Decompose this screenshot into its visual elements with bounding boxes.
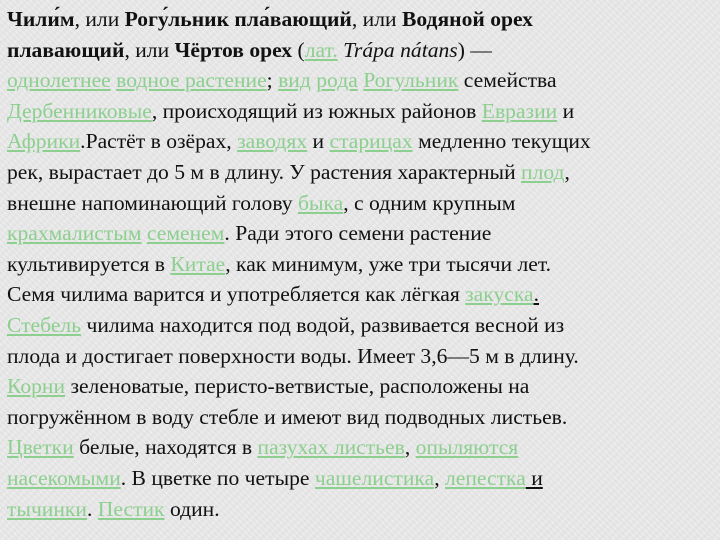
link-zavodyah[interactable]: заводях xyxy=(237,129,308,154)
text: , с одним крупным xyxy=(343,190,516,215)
text: , происходящий из южных районов xyxy=(151,98,482,123)
text: , как минимум, уже три тысячи лет. xyxy=(225,251,552,276)
text: ( xyxy=(292,37,305,62)
text-line xyxy=(7,371,715,402)
link-byka[interactable]: быка xyxy=(298,190,344,215)
link-lepestka[interactable]: лепестка xyxy=(444,465,526,490)
text-line xyxy=(7,35,715,66)
link-pestik[interactable]: Пестик xyxy=(97,496,165,521)
link-staritsah[interactable]: старицах xyxy=(329,129,413,154)
text-line xyxy=(7,341,715,372)
text: медленно текущих xyxy=(412,129,591,154)
text: ; xyxy=(266,68,279,93)
latin-name: Trápa nátans xyxy=(343,37,458,62)
link-opylyayutsya[interactable]: опыляются xyxy=(415,435,519,460)
text-line xyxy=(7,249,715,280)
link-kitae[interactable]: Китае xyxy=(170,251,226,276)
text-line xyxy=(7,402,715,433)
article-text xyxy=(7,4,715,524)
link-vid[interactable]: вид xyxy=(278,68,311,93)
text-line xyxy=(7,126,715,157)
link-rogulnik[interactable]: Рогульник xyxy=(363,68,459,93)
text-line xyxy=(7,157,715,188)
text: , xyxy=(404,435,416,460)
text-line xyxy=(7,279,715,310)
text: и xyxy=(525,465,543,490)
link-zakuska[interactable]: закуска xyxy=(465,282,534,307)
text-line xyxy=(7,218,715,249)
link-derbennikovye[interactable]: Дербенниковые xyxy=(7,98,152,123)
text: и xyxy=(557,98,575,123)
text: , или xyxy=(124,37,175,62)
link-tychinki[interactable]: тычинки xyxy=(7,496,87,521)
link-stebel[interactable]: Стебель xyxy=(7,312,82,337)
text: Семя чилима варится и употребляется как лёгкая xyxy=(7,282,466,307)
text: и xyxy=(307,129,330,154)
link-korni[interactable]: Корни xyxy=(7,374,66,399)
text: внешне напоминающий голову xyxy=(7,190,298,215)
text: один. xyxy=(164,496,220,521)
link-lat[interactable]: лат. xyxy=(304,37,338,62)
text: белые, находятся в xyxy=(73,435,258,460)
link-krahmalistym[interactable]: крахмалистым xyxy=(7,221,142,246)
text-line xyxy=(7,463,715,494)
link-vodnoe-rastenie[interactable]: водное растение xyxy=(116,68,267,93)
text: . Ради этого семени растение xyxy=(224,221,492,246)
term-synonym: Водяной орех xyxy=(401,7,533,31)
link-tsvetki[interactable]: Цветки xyxy=(7,435,74,460)
link-roda[interactable]: рода xyxy=(316,68,358,93)
text: , или xyxy=(351,7,402,31)
link-semenem[interactable]: семенем xyxy=(146,221,225,246)
text-line xyxy=(7,310,715,341)
term-synonym: Рогу́льник пла́вающий xyxy=(124,7,352,31)
link-nasekomymi[interactable]: насекомыми xyxy=(7,465,121,490)
text-line xyxy=(7,65,715,96)
text: . В цветке по четыре xyxy=(120,465,315,490)
text: , xyxy=(564,159,570,184)
term-synonym: Чёртов орех xyxy=(174,37,293,62)
text: , или xyxy=(74,7,125,31)
text: чилима находится под водой, развивается весной из xyxy=(81,312,565,337)
text: культивируется в xyxy=(7,251,171,276)
text: рек, вырастает до 5 м в длину. У растения характерный xyxy=(7,159,522,184)
text: семейства xyxy=(458,68,557,93)
text: плода и достигает поверхности воды. Имеет 3,6—5 м в длину. xyxy=(7,343,579,368)
link-chashelistika[interactable]: чашелистика xyxy=(314,465,435,490)
text-line xyxy=(7,96,715,127)
link-plod[interactable]: плод xyxy=(521,159,565,184)
term-title: Чили́м xyxy=(7,7,75,31)
link-pazuhah-listev[interactable]: пазухах листьев xyxy=(257,435,405,460)
link-afriki[interactable]: Африки xyxy=(7,129,81,154)
link-odnoletnee[interactable]: однолетнее xyxy=(7,68,111,93)
text-line xyxy=(7,494,715,525)
text: , xyxy=(434,465,445,490)
text: погружённом в воду стебле и имеют вид подводных листьев. xyxy=(7,404,568,429)
text-line xyxy=(7,4,715,35)
link-evrazii[interactable]: Евразии xyxy=(481,98,558,123)
term-synonym: плавающий xyxy=(7,37,125,62)
text: зеленоватые, перисто-ветвистые, расположены на xyxy=(65,374,530,399)
text-line xyxy=(7,432,715,463)
text: . xyxy=(86,496,98,521)
text: .Растёт в озёрах, xyxy=(80,129,238,154)
text: ) — xyxy=(457,37,492,62)
text-line xyxy=(7,188,715,219)
text: . xyxy=(533,282,539,307)
